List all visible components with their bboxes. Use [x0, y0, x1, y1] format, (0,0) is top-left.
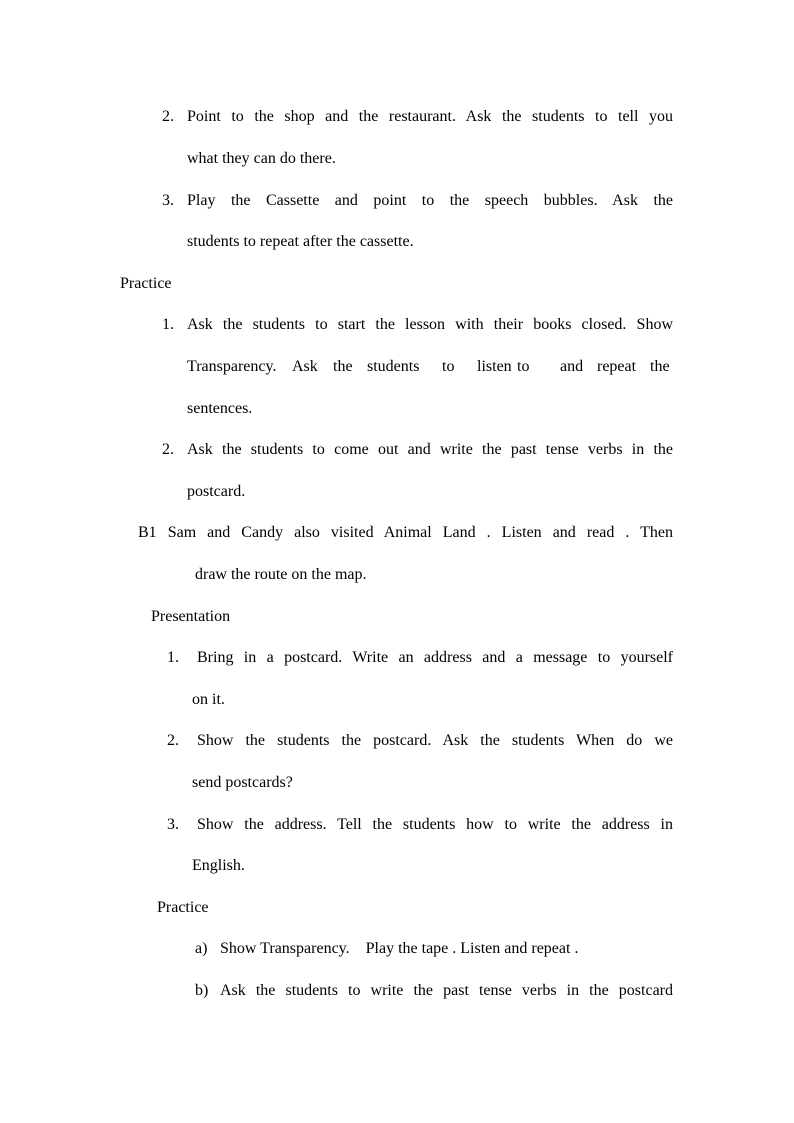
list-item-text: English.	[192, 857, 245, 874]
list-item-text: students to repeat after the cassette.	[187, 233, 414, 250]
list-letter: a)	[195, 940, 208, 957]
list-item-text: Play the Cassette and point to the speech bubbles. Ask the	[187, 192, 673, 209]
list-item-text: Transparency. Ask the students to listen to and repeat the	[187, 358, 670, 375]
list-item-text: Point to the shop and the restaurant. Ask the students to tell you	[187, 108, 673, 125]
list-number: 3.	[162, 192, 174, 209]
list-item-text: Show Transparency. Play the tape . Listen and repeat .	[220, 940, 579, 957]
list-number: 1.	[167, 649, 179, 666]
section-heading: Practice	[120, 275, 172, 292]
list-item-text: on it.	[192, 691, 225, 708]
list-item-text: postcard.	[187, 483, 246, 500]
list-item-text: Ask the students to start the lesson with their books closed. Show	[187, 316, 673, 333]
list-item-text: what they can do there.	[187, 150, 336, 167]
list-item-text: send postcards?	[192, 774, 293, 791]
list-letter: b)	[195, 982, 209, 999]
list-item-text: Bring in a postcard. Write an address and a message to yourself	[197, 649, 673, 666]
list-number: 1.	[162, 316, 174, 333]
b1-instruction: B1 Sam and Candy also visited Animal Land . Listen and read . Then	[138, 524, 673, 541]
list-number: 2.	[162, 441, 174, 458]
list-item-text: Show the students the postcard. Ask the students When do we	[197, 732, 673, 749]
list-number: 2.	[167, 732, 179, 749]
list-item-text: Ask the students to come out and write the past tense verbs in the	[187, 441, 673, 458]
list-item-text: Ask the students to write the past tense verbs in the postcard	[220, 982, 673, 999]
list-number: 2.	[162, 108, 174, 125]
section-heading: Practice	[157, 899, 209, 916]
list-item-text: sentences.	[187, 400, 253, 417]
list-number: 3.	[167, 816, 179, 833]
b1-instruction-cont: draw the route on the map.	[195, 566, 367, 583]
section-heading: Presentation	[151, 608, 231, 625]
list-item-text: Show the address. Tell the students how to write the address in	[197, 816, 673, 833]
